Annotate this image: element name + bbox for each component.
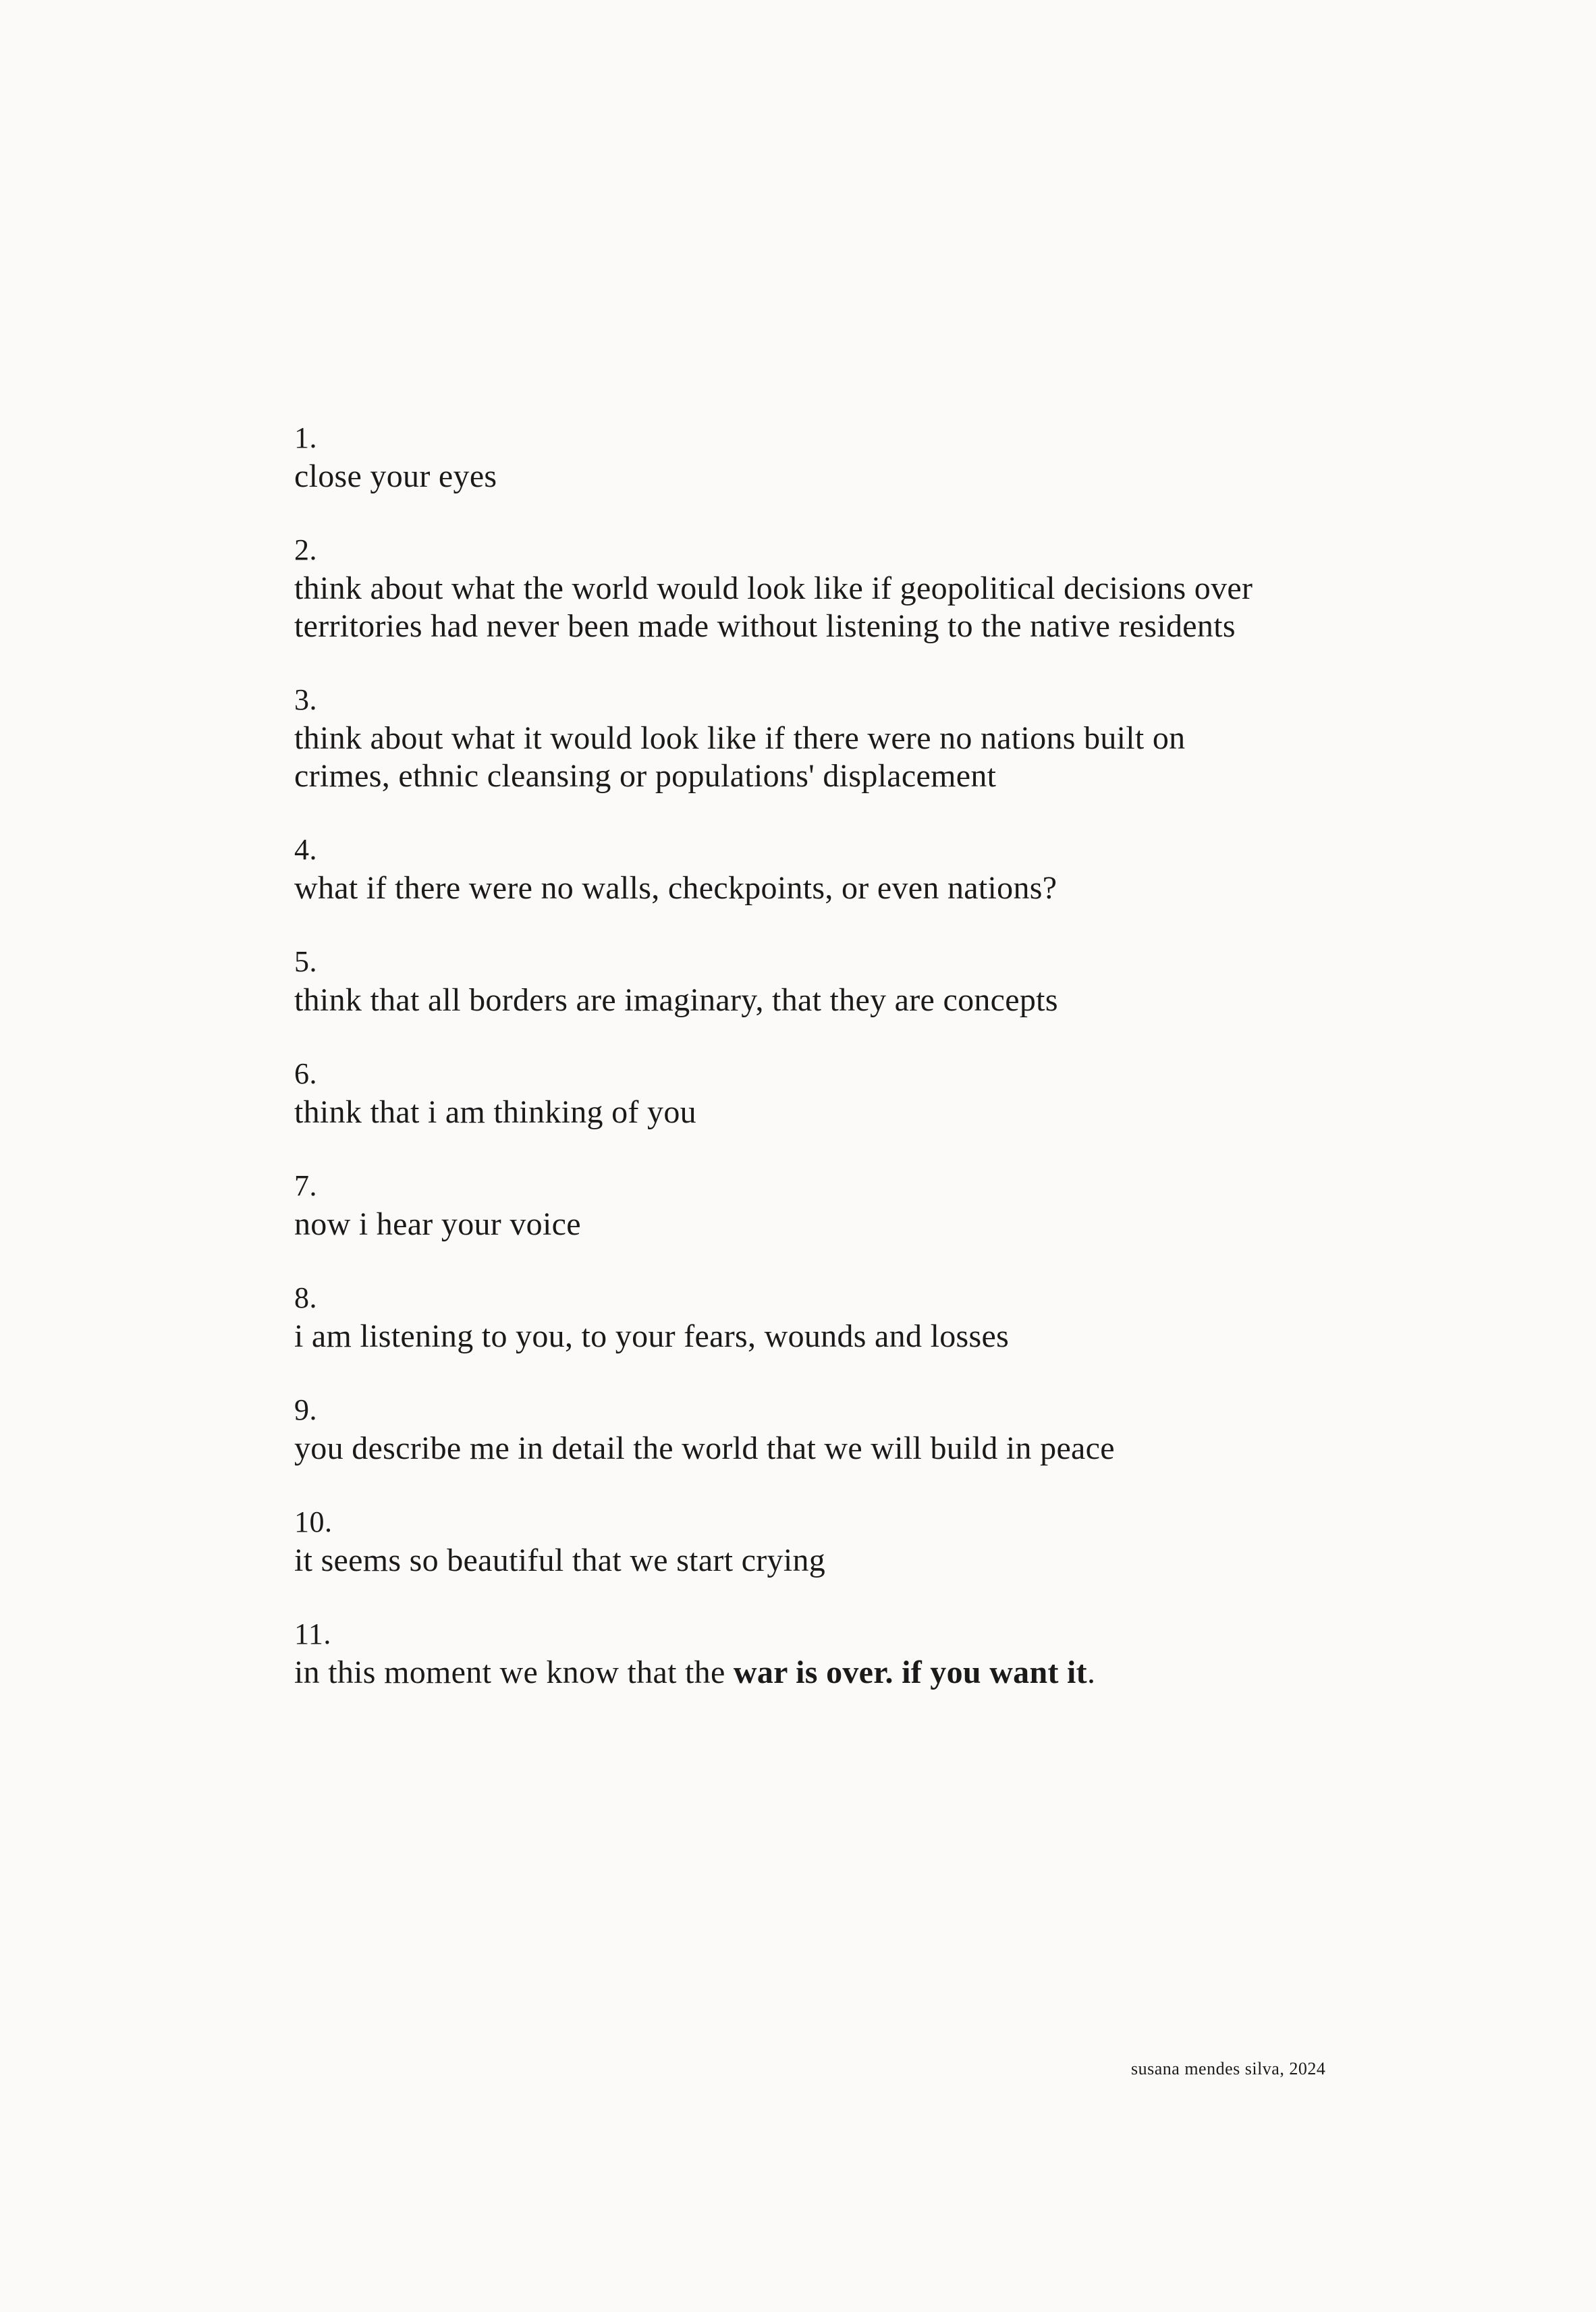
step-5 — [294, 942, 1387, 1019]
step-8 — [294, 1279, 1387, 1355]
step-number: 6. — [294, 1057, 317, 1090]
step-text-before: in this moment we know that the — [294, 1655, 734, 1690]
step-text-line: territories had never been made without listening to the native residents — [294, 608, 1236, 644]
step-text: what if there were no walls, checkpoints, or even nations? — [294, 870, 1057, 906]
step-text: close your eyes — [294, 458, 497, 494]
step-text: you describe me in detail the world that we will build in peace — [294, 1430, 1115, 1466]
step-1 — [294, 419, 1387, 495]
step-number: 7. — [294, 1169, 317, 1202]
step-4 — [294, 830, 1387, 907]
step-text-bold: war is over. if you want it — [733, 1655, 1087, 1690]
step-text: think that all borders are imaginary, that they are concepts — [294, 982, 1058, 1018]
step-6 — [294, 1054, 1387, 1131]
signature: susana mendes silva, 2024 — [1131, 2059, 1326, 2078]
step-9 — [294, 1391, 1387, 1468]
step-10 — [294, 1503, 1387, 1580]
step-3 — [294, 680, 1387, 795]
step-text-after: . — [1086, 1655, 1096, 1690]
step-number: 3. — [294, 683, 317, 716]
step-number: 4. — [294, 833, 317, 866]
step-text-line: think about what it would look like if there were no nations built on — [294, 720, 1186, 756]
step-number: 2. — [294, 533, 317, 566]
step-number: 1. — [294, 421, 317, 454]
step-text-final — [294, 1654, 1387, 1692]
step-number: 8. — [294, 1281, 317, 1314]
step-2 — [294, 531, 1387, 645]
step-text: now i hear your voice — [294, 1206, 581, 1242]
step-text: it seems so beautiful that we start crying — [294, 1542, 826, 1578]
step-11 — [294, 1615, 1387, 1692]
step-number: 10. — [294, 1505, 333, 1538]
step-number: 9. — [294, 1393, 317, 1426]
step-text: i am listening to you, to your fears, wounds and losses — [294, 1318, 1010, 1354]
step-number: 11. — [294, 1617, 331, 1650]
step-number: 5. — [294, 945, 317, 978]
step-text-line: crimes, ethnic cleansing or populations' displacement — [294, 758, 997, 794]
step-text-line: think about what the world would look like if geopolitical decisions over — [294, 570, 1253, 606]
step-7 — [294, 1166, 1387, 1243]
step-text: think that i am thinking of you — [294, 1094, 696, 1130]
instructions-list — [294, 419, 1387, 1692]
